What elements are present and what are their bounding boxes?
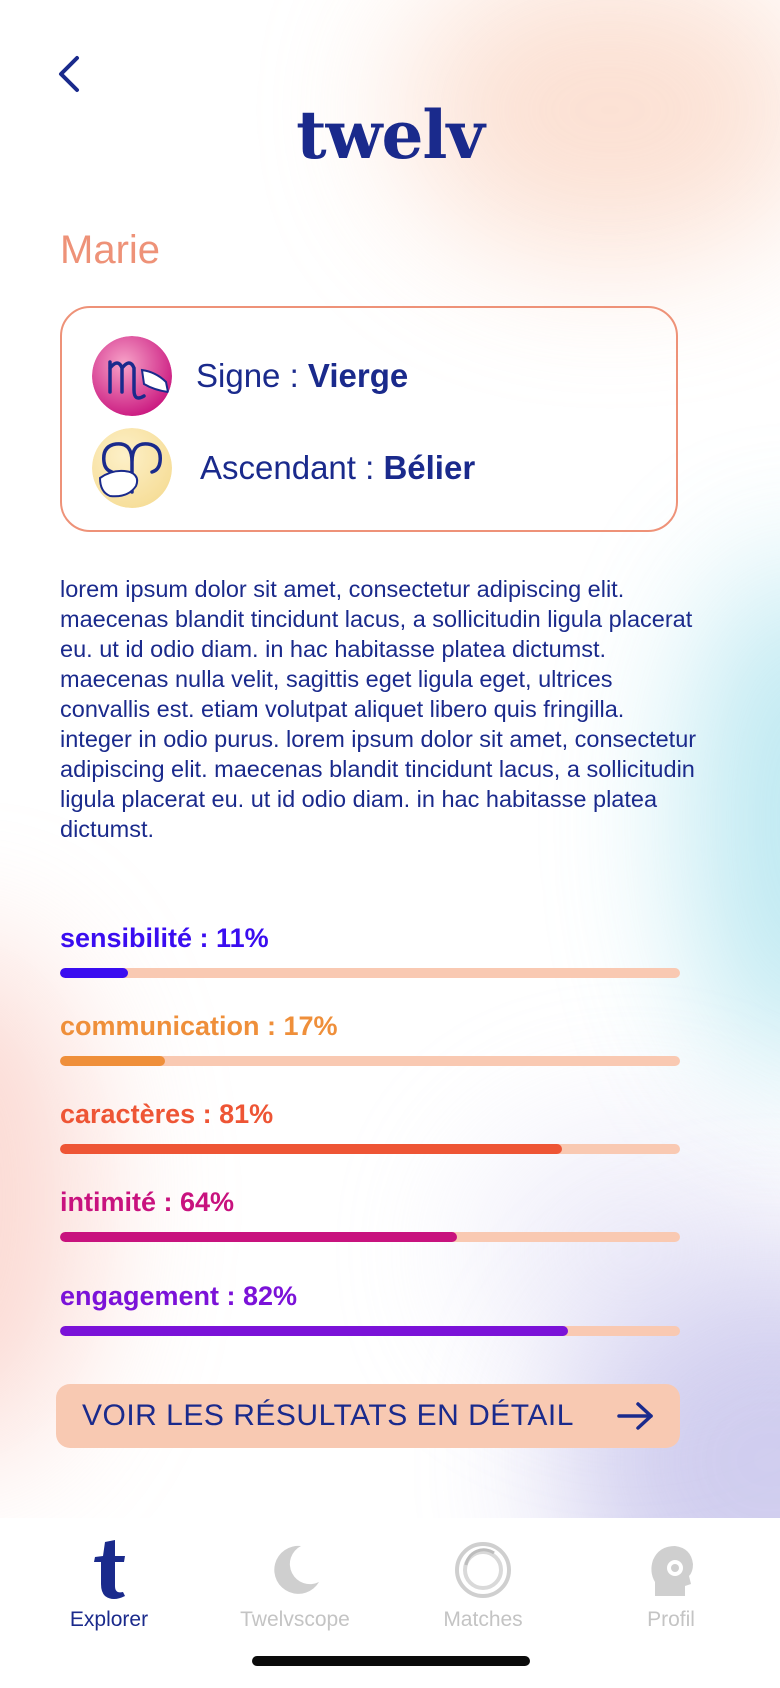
chevron-left-icon [55, 54, 85, 94]
progress-bar [60, 1326, 680, 1336]
view-detailed-results-button[interactable] [56, 1384, 680, 1448]
description-text: lorem ipsum dolor sit amet, consectetur adipiscing elit. maecenas blandit tincidunt lacus, a sollicitudin ligula placerat eu. ut id odio diam. in hac habitasse platea dictumst. maecenas nulla velit, sagittis eget ligula eget, ultrices convallis est. etiam volutpat aliquet libero quis fringilla. integer in odio purus. lorem ipsum dolor sit amet, consectetur adipiscing elit. maecenas blandit tincidunt lacus, a sollicitudin ligula placerat eu. ut id odio diam. in hac habitasse platea dictumst. [60, 576, 697, 842]
tab-label: Matches [443, 1608, 523, 1631]
progress-fill [60, 968, 128, 978]
progress-fill [60, 1144, 562, 1154]
tab-label: Explorer [69, 1608, 149, 1631]
tab-twelvscope[interactable] [200, 1538, 390, 1632]
sign-row [92, 336, 408, 416]
progress-fill [60, 1056, 165, 1066]
stat-label: caractères : 81% [60, 1099, 274, 1129]
signs-card [60, 306, 678, 532]
ascendant-label: Ascendant : [200, 449, 375, 486]
stat-label: sensibilité : 11% [60, 923, 269, 953]
tab-label: Profil [647, 1608, 695, 1631]
progress-fill [60, 1232, 457, 1242]
ascendant-value: Bélier [383, 449, 476, 486]
twelv-t-icon [14, 1538, 204, 1602]
profile-name: Marie [60, 228, 161, 272]
progress-fill [60, 1326, 568, 1336]
stat-label: intimité : 64% [60, 1187, 235, 1217]
cta-label: VOIR LES RÉSULTATS EN DÉTAIL [82, 1399, 574, 1432]
moon-icon [200, 1538, 390, 1602]
app-logo: twelv [296, 96, 484, 174]
tab-label: Twelvscope [240, 1608, 350, 1631]
stat-engagement [60, 1280, 680, 1336]
progress-bar [60, 968, 680, 978]
arrow-right-icon [606, 1386, 666, 1446]
aries-icon [92, 428, 172, 508]
progress-bar [60, 1056, 680, 1066]
sign-value: Vierge [307, 357, 409, 394]
ascendant-row [92, 428, 475, 508]
matches-ring-icon [388, 1538, 578, 1602]
progress-bar [60, 1144, 680, 1154]
tab-explorer[interactable] [14, 1538, 204, 1632]
stat-communication [60, 1010, 680, 1066]
profile-head-icon [576, 1538, 766, 1602]
sign-label: Signe : [196, 357, 299, 394]
back-button[interactable] [48, 52, 92, 96]
tab-matches[interactable] [388, 1538, 578, 1632]
stat-intimite [60, 1186, 680, 1242]
stat-caracteres [60, 1098, 680, 1154]
tab-profil[interactable] [576, 1538, 766, 1632]
stat-sensibilite [60, 922, 680, 978]
home-indicator [252, 1656, 530, 1666]
progress-bar [60, 1232, 680, 1242]
stat-label: communication : 17% [60, 1011, 338, 1041]
virgo-icon [92, 336, 172, 416]
stat-label: engagement : 82% [60, 1281, 298, 1311]
